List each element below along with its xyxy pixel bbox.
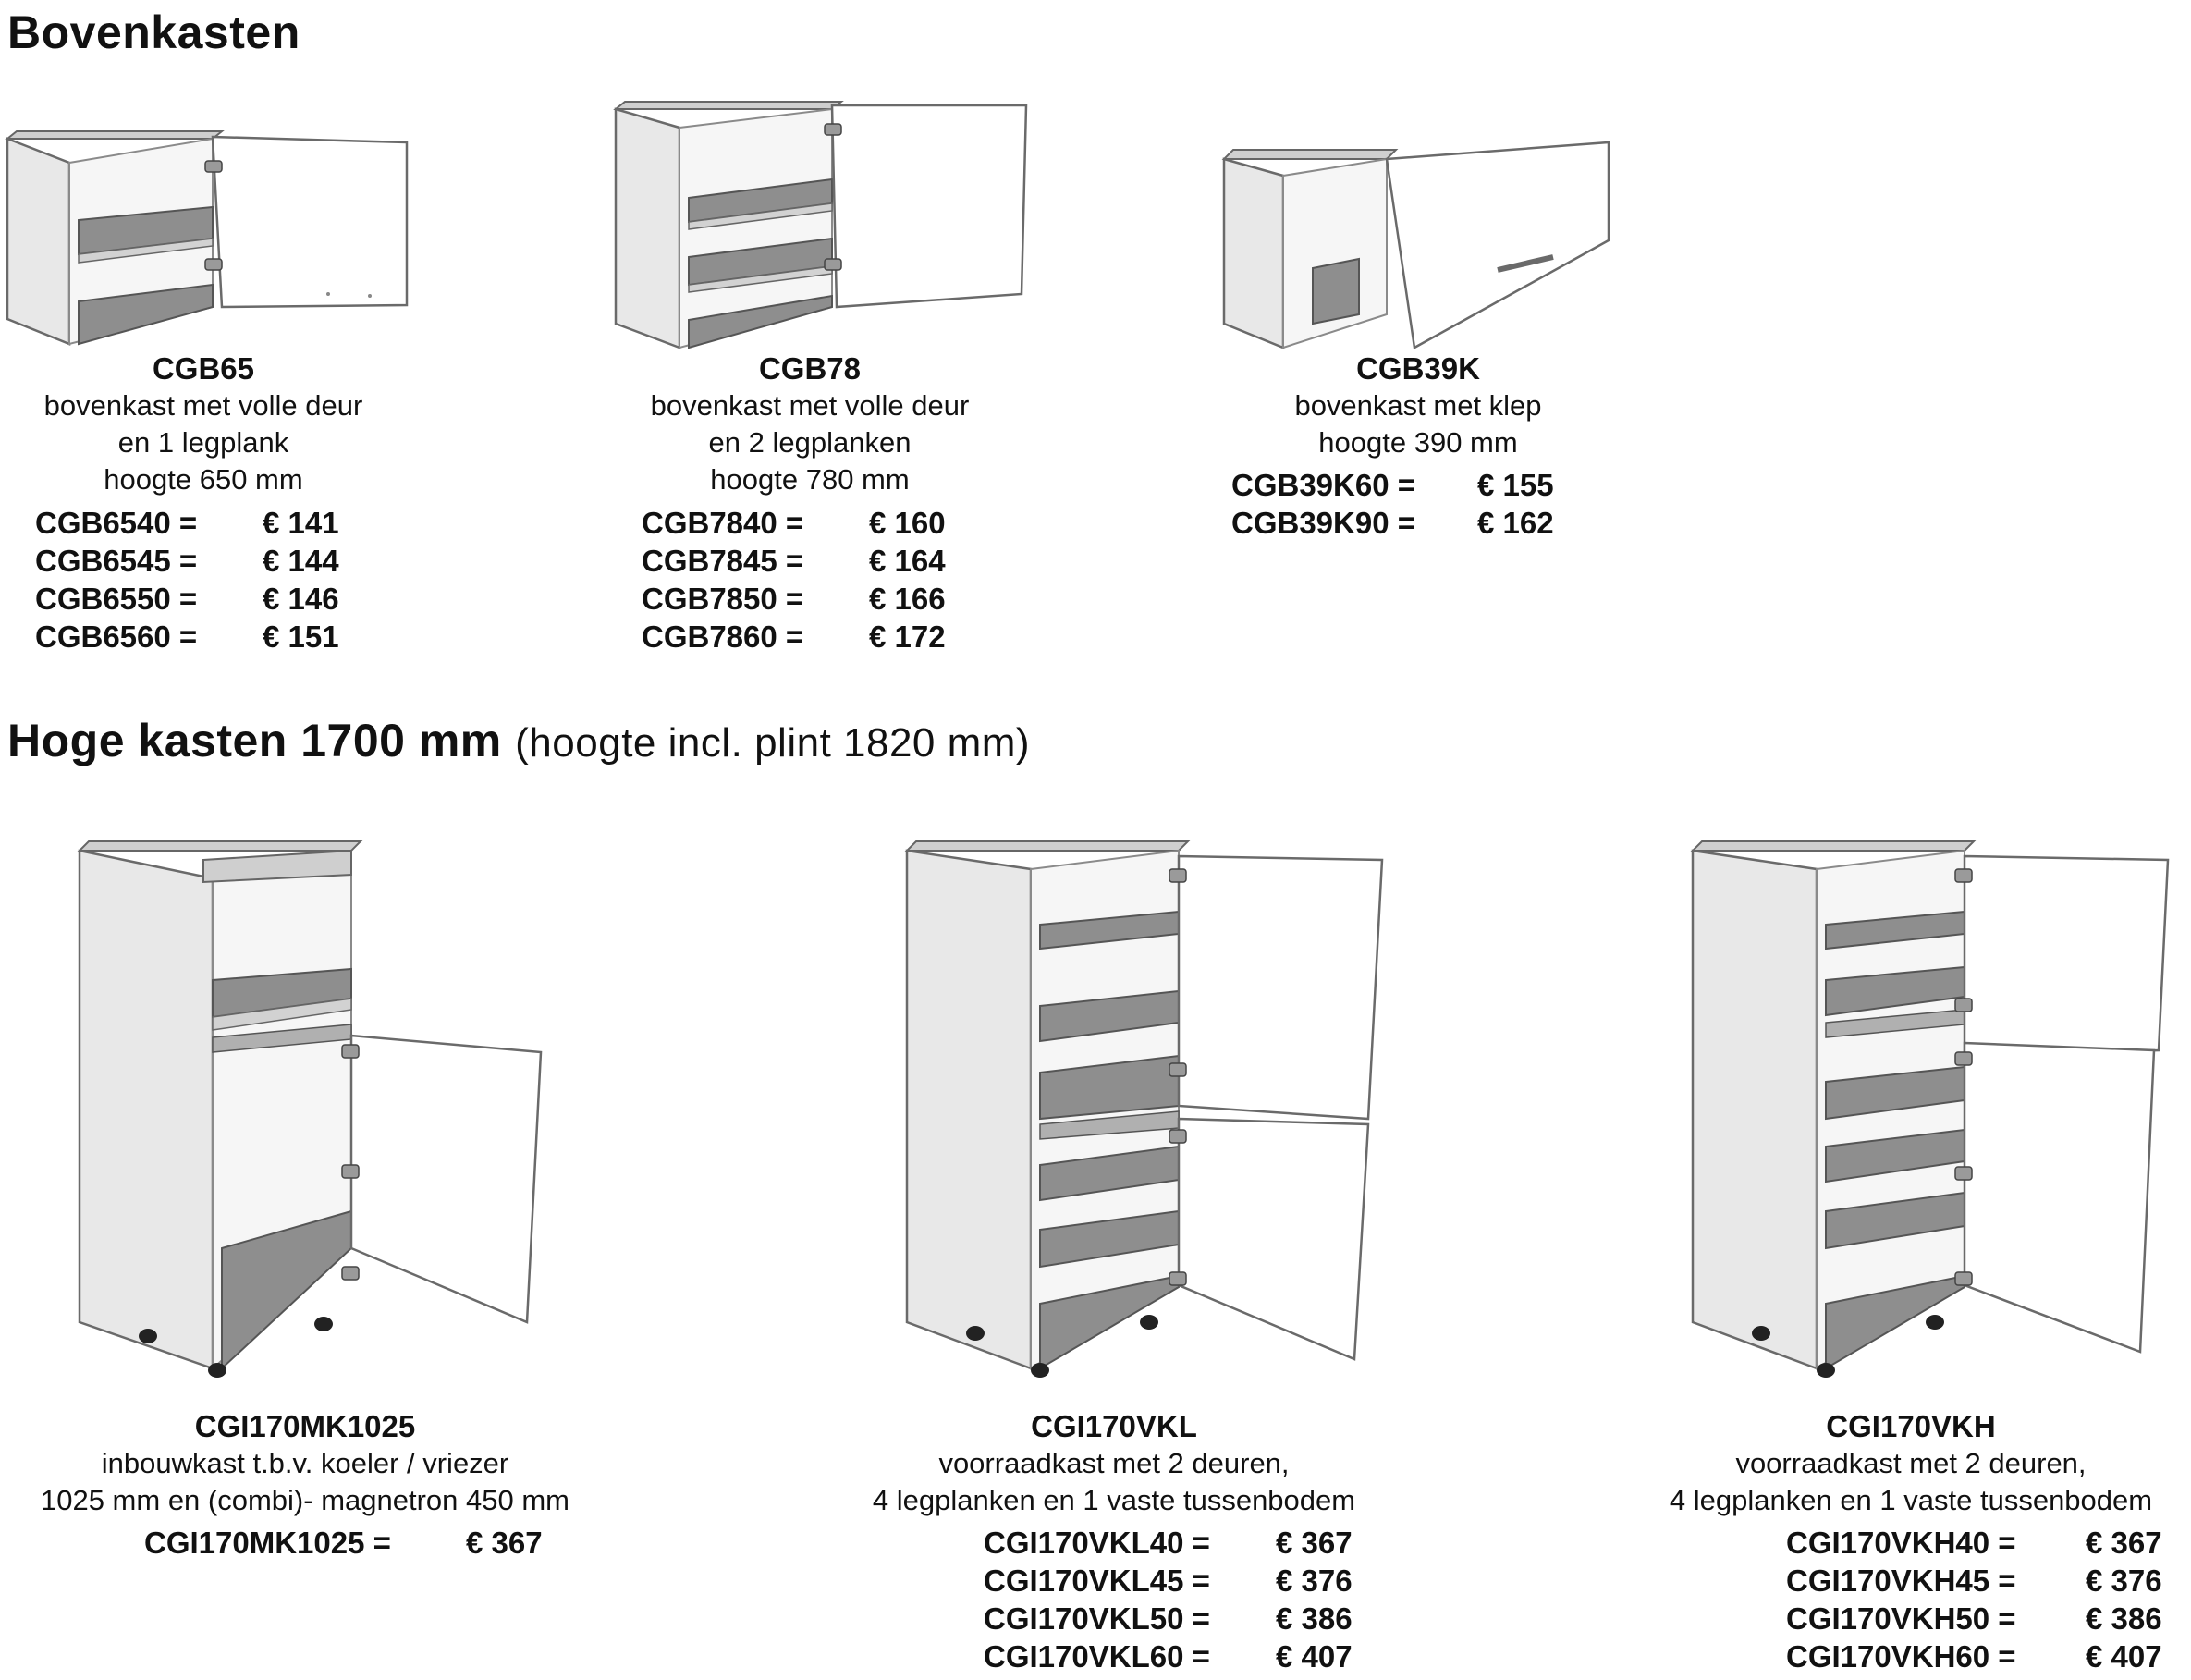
product-code: CGI170MK1025 bbox=[194, 1409, 416, 1443]
variant-price: € 164 bbox=[869, 544, 946, 578]
product-description-line: hoogte 650 mm bbox=[104, 463, 303, 496]
cabinet-illustration-cgb65 bbox=[0, 129, 416, 351]
price-list-cgb39k bbox=[1231, 466, 1554, 542]
variant-code: CGB6545 = bbox=[35, 544, 198, 578]
price-row bbox=[1786, 1524, 2162, 1562]
variant-price: € 367 bbox=[2086, 1526, 2162, 1560]
price-row bbox=[35, 504, 339, 542]
price-row bbox=[35, 618, 339, 656]
variant-price: € 407 bbox=[2086, 1639, 2162, 1674]
price-row bbox=[642, 542, 946, 580]
variant-price: € 386 bbox=[1276, 1601, 1353, 1636]
product-description-line: 4 legplanken en 1 vaste tussenbodem bbox=[1669, 1484, 2153, 1516]
cabinet-illustration-cgb78 bbox=[610, 102, 1035, 351]
price-row bbox=[1231, 466, 1554, 504]
variant-code: CGB6540 = bbox=[35, 506, 198, 540]
variant-price: € 155 bbox=[1477, 468, 1554, 502]
section-title-hoge-kasten bbox=[7, 714, 1030, 767]
price-row bbox=[984, 1600, 1353, 1637]
variant-price: € 407 bbox=[1276, 1639, 1353, 1674]
variant-price: € 144 bbox=[263, 544, 339, 578]
price-row bbox=[1786, 1562, 2162, 1600]
variant-code: CGI170VKL40 = bbox=[984, 1526, 1210, 1560]
variant-code: CGI170VKH60 = bbox=[1786, 1639, 2016, 1674]
variant-code: CGB7860 = bbox=[642, 619, 804, 654]
section-title-bovenkasten: Bovenkasten bbox=[7, 6, 300, 58]
product-code: CGB39K bbox=[1356, 351, 1480, 386]
variant-price: € 166 bbox=[869, 582, 946, 616]
variant-code: CGB7845 = bbox=[642, 544, 804, 578]
product-description-line: inbouwkast t.b.v. koeler / vriezer bbox=[101, 1447, 509, 1479]
product-description-line: hoogte 390 mm bbox=[1318, 426, 1518, 459]
variant-code: CGI170VKL45 = bbox=[984, 1564, 1210, 1598]
variant-price: € 146 bbox=[263, 582, 339, 616]
product-description-line: bovenkast met klep bbox=[1294, 389, 1542, 422]
variant-price: € 162 bbox=[1477, 506, 1554, 540]
variant-code: CGI170VKH50 = bbox=[1786, 1601, 2016, 1636]
variant-price: € 367 bbox=[1276, 1526, 1353, 1560]
variant-price: € 367 bbox=[466, 1526, 543, 1560]
product-cgb65 bbox=[18, 349, 388, 498]
price-row bbox=[35, 542, 339, 580]
variant-code: CGB6550 = bbox=[35, 582, 198, 616]
variant-price: € 160 bbox=[869, 506, 946, 540]
price-list-cgb78 bbox=[642, 504, 946, 656]
product-code: CGB78 bbox=[758, 351, 862, 386]
product-cgi170mk1025 bbox=[18, 1407, 592, 1519]
price-row bbox=[144, 1524, 543, 1562]
price-row bbox=[35, 580, 339, 618]
product-description-line: 4 legplanken en 1 vaste tussenbodem bbox=[872, 1484, 1356, 1516]
product-description-line: voorraadkast met 2 deuren, bbox=[938, 1447, 1290, 1479]
price-row bbox=[642, 618, 946, 656]
product-description-line: hoogte 780 mm bbox=[710, 463, 910, 496]
cabinet-illustration-cgb39k bbox=[1220, 139, 1618, 351]
variant-code: CGB39K60 = bbox=[1231, 468, 1416, 502]
price-row bbox=[1231, 504, 1554, 542]
variant-code: CGI170VKL50 = bbox=[984, 1601, 1210, 1636]
cabinet-illustration-cgi170vkl bbox=[901, 841, 1391, 1387]
variant-code: CGI170VKH40 = bbox=[1786, 1526, 2016, 1560]
variant-code: CGI170VKL60 = bbox=[984, 1639, 1210, 1674]
product-code: CGI170VKH bbox=[1826, 1409, 1996, 1443]
section-subtitle-hoge-kasten: (hoogte incl. plint 1820 mm) bbox=[515, 720, 1031, 766]
product-description-line: bovenkast met volle deur bbox=[650, 389, 970, 422]
variant-code: CGI170MK1025 = bbox=[144, 1526, 391, 1560]
product-description-line: bovenkast met volle deur bbox=[43, 389, 363, 422]
product-description-line: en 2 legplanken bbox=[708, 426, 912, 459]
price-row bbox=[1786, 1600, 2162, 1637]
product-code: CGB65 bbox=[152, 351, 255, 386]
product-cgi170vkl bbox=[832, 1407, 1396, 1519]
price-list-cgb65 bbox=[35, 504, 339, 656]
variant-price: € 172 bbox=[869, 619, 946, 654]
price-row bbox=[984, 1562, 1353, 1600]
variant-code: CGB7840 = bbox=[642, 506, 804, 540]
price-list-cgi170mk1025 bbox=[144, 1524, 543, 1562]
price-list-cgi170vkl bbox=[984, 1524, 1353, 1675]
price-row bbox=[642, 580, 946, 618]
price-row bbox=[984, 1637, 1353, 1675]
variant-price: € 151 bbox=[263, 619, 339, 654]
variant-code: CGB6560 = bbox=[35, 619, 198, 654]
section-title-hoge-kasten-main: Hoge kasten 1700 mm bbox=[7, 715, 502, 766]
cabinet-illustration-cgi170vkh bbox=[1687, 841, 2177, 1387]
variant-price: € 376 bbox=[2086, 1564, 2162, 1598]
variant-price: € 376 bbox=[1276, 1564, 1353, 1598]
price-row bbox=[984, 1524, 1353, 1562]
price-row bbox=[642, 504, 946, 542]
variant-code: CGI170VKH45 = bbox=[1786, 1564, 2016, 1598]
variant-code: CGB7850 = bbox=[642, 582, 804, 616]
product-description-line: 1025 mm en (combi)- magnetron 450 mm bbox=[40, 1484, 569, 1516]
variant-price: € 386 bbox=[2086, 1601, 2162, 1636]
variant-price: € 141 bbox=[263, 506, 339, 540]
product-cgi170vkh bbox=[1638, 1407, 2184, 1519]
product-cgb78 bbox=[625, 349, 995, 498]
product-cgb39k bbox=[1233, 349, 1603, 461]
variant-code: CGB39K90 = bbox=[1231, 506, 1416, 540]
product-description-line: voorraadkast met 2 deuren, bbox=[1735, 1447, 2087, 1479]
price-row bbox=[1786, 1637, 2162, 1675]
product-code: CGI170VKL bbox=[1031, 1409, 1197, 1443]
product-description-line: en 1 legplank bbox=[117, 426, 289, 459]
cabinet-illustration-cgi170mk1025 bbox=[74, 841, 555, 1387]
price-list-cgi170vkh bbox=[1786, 1524, 2162, 1675]
